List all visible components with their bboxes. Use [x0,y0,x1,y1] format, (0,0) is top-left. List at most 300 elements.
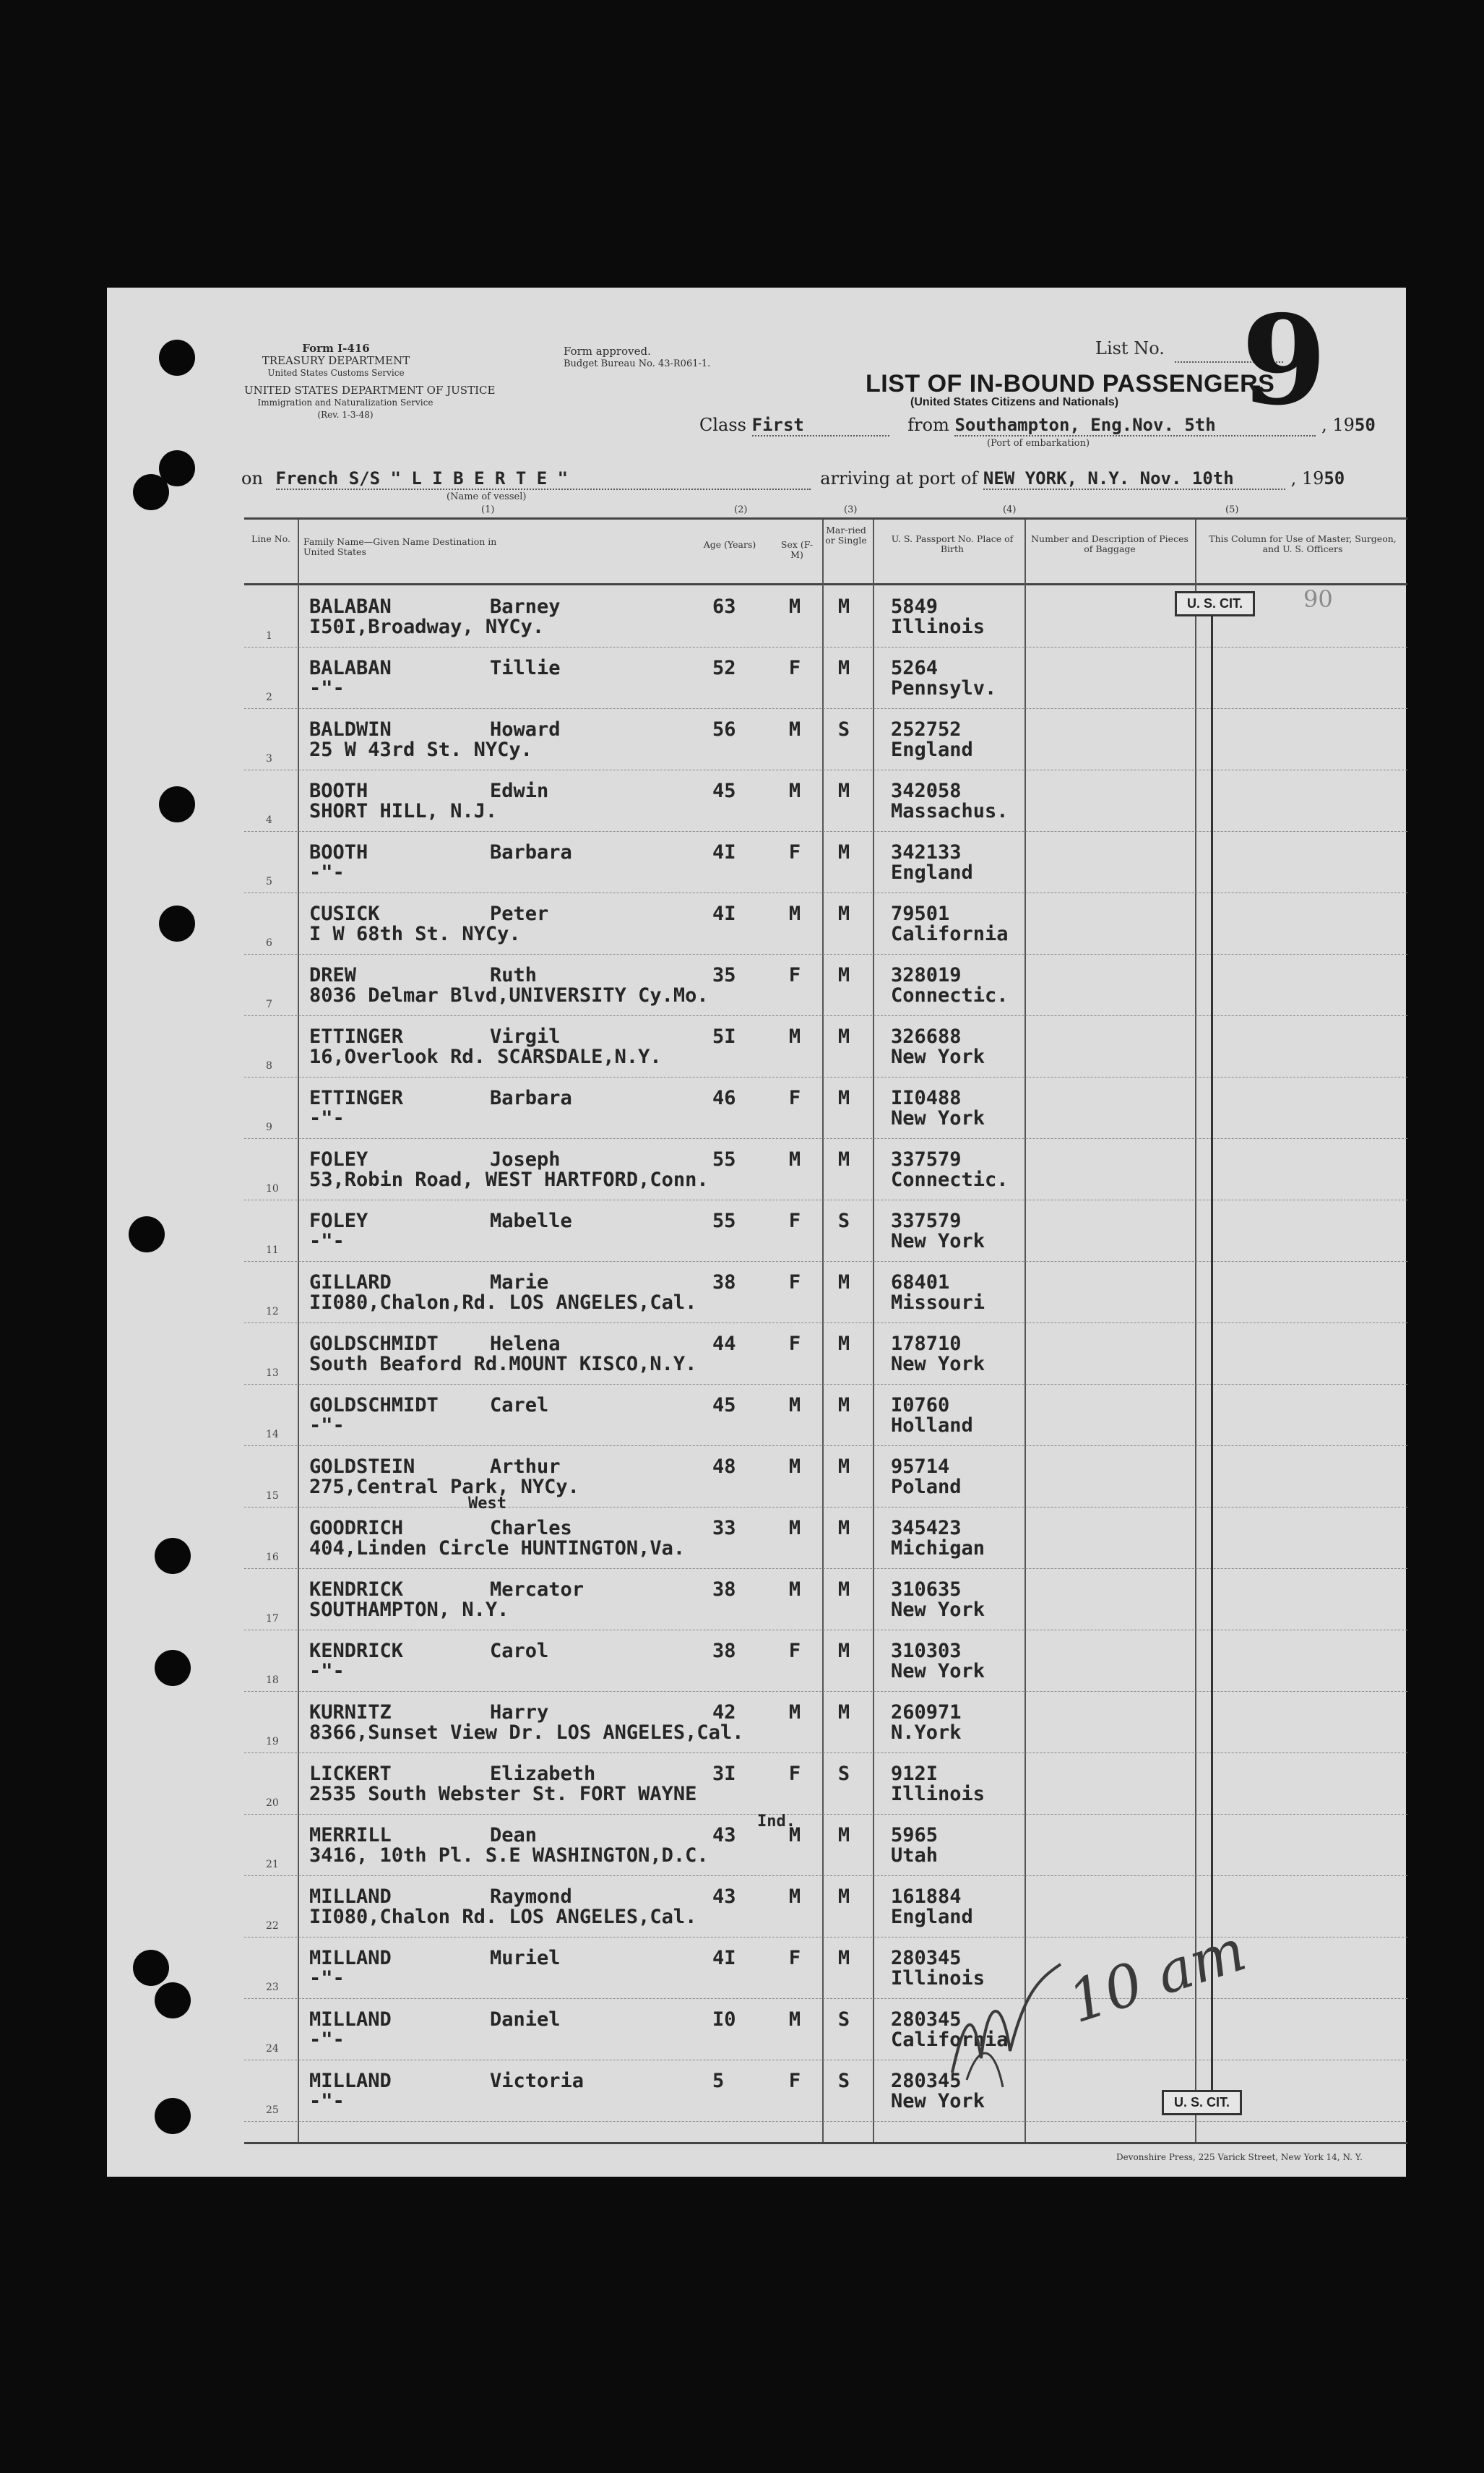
justice-info [244,384,496,421]
form-approved: Form approved. [564,345,651,358]
sex: M [788,1394,801,1416]
destination: 53,Robin Road, WEST HARTFORD,Conn. [309,1169,709,1191]
table-row [244,1630,1407,1692]
col-num-4: (4) [1003,504,1017,515]
passport-number: II0488 [891,1087,962,1109]
sex: M [788,2008,801,2031]
family-name: FOLEY [309,1148,368,1171]
passport-number: 328019 [891,964,962,986]
list-no-label: List No. [1095,338,1165,358]
destination: -"- [309,861,345,884]
sex: M [788,1824,801,1846]
passport-number: 178710 [891,1333,962,1355]
header-sex: Sex (F-M) [780,539,814,560]
given-name: Marie [490,1271,549,1294]
given-name: Muriel [490,1947,561,1969]
age: 43 [712,1885,736,1908]
family-name: GOLDSCHMIDT [309,1394,439,1416]
place-of-birth: Connectic. [891,984,1009,1007]
place-of-birth: N.York [891,1721,962,1744]
destination: -"- [309,1107,345,1130]
punch-hole [133,474,169,510]
table-header [244,520,1407,585]
table-row [244,1998,1407,2060]
us-citizen-stamp: U. S. CIT. [1175,591,1255,616]
family-name: BOOTH [309,780,368,802]
marital-status: M [837,1947,850,1969]
sex: M [788,595,801,618]
sex: F [788,1210,801,1232]
place-of-birth: England [891,739,973,761]
sex: M [788,1455,801,1478]
family-name: ETTINGER [309,1087,404,1109]
family-name: FOLEY [309,1210,368,1232]
age: 42 [712,1701,736,1724]
given-name: Barbara [490,841,572,864]
place-of-birth: Poland [891,1476,962,1498]
family-name: DREW [309,964,357,986]
place-of-birth: New York [891,1046,985,1068]
place-of-birth: New York [891,1599,985,1621]
header-age: Age (Years) [703,539,756,550]
form-info [246,343,426,379]
arriving-label: arriving at port of [820,468,978,489]
age: I0 [712,2008,736,2031]
passport-number: 912I [891,1763,939,1785]
marital-status: M [837,1701,850,1724]
marital-status: M [837,1885,850,1908]
marital-status: M [837,657,850,679]
marital-status: M [837,1824,850,1846]
marital-status: S [837,718,850,741]
table-row [244,831,1407,893]
family-name: GOLDSTEIN [309,1455,415,1478]
header-name: Family Name—Given Name Destination in United States [303,536,497,557]
passport-number: 280345 [891,2008,962,2031]
destination: SOUTHAMPTON, N.Y. [309,1599,509,1621]
destination: I W 68th St. NYCy. [309,923,521,945]
header-line-no: Line No. [251,533,290,544]
table-row [244,1752,1407,1815]
family-name: MILLAND [309,2008,392,2031]
destination: 275,Central Park, NYCy. [309,1476,579,1498]
line-number: 6 [266,937,272,949]
family-name: BOOTH [309,841,368,864]
passport-number: 345423 [891,1517,962,1539]
place-of-birth: Missouri [891,1291,985,1314]
table-row [244,954,1407,1016]
passport-number: 5849 [891,595,939,618]
marital-status: M [837,1394,850,1416]
from-label: from [907,415,949,435]
given-name: Daniel [490,2008,561,2031]
line-number: 14 [266,1429,279,1440]
passenger-table [244,517,1407,2144]
table-row [244,1138,1407,1200]
line-number: 20 [266,1797,279,1809]
sex: F [788,964,801,986]
family-name: LICKERT [309,1763,392,1785]
table-row [244,1507,1407,1569]
destination: 16,Overlook Rd. SCARSDALE,N.Y. [309,1046,662,1068]
given-name: Carol [490,1640,549,1662]
age: 38 [712,1578,736,1601]
destination: 8366,Sunset View Dr. LOS ANGELES,Cal. [309,1721,744,1744]
punch-hole [133,1950,169,1986]
punch-hole [129,1216,165,1252]
given-name: Joseph [490,1148,561,1171]
place-of-birth: California [891,923,1009,945]
place-of-birth: Illinois [891,1783,985,1805]
class-row [699,415,1376,436]
passport-number: 79501 [891,903,950,925]
year-suffix: 50 [1354,415,1376,435]
class-label: Class [699,415,746,435]
family-name: MILLAND [309,1947,392,1969]
age: 44 [712,1333,736,1355]
marital-status: M [837,780,850,802]
customs-service: United States Customs Service [267,368,405,378]
sex: M [788,1885,801,1908]
destination: 404,Linden Circle HUNTINGTON,Va. [309,1537,686,1560]
age: 5 [712,2070,725,2092]
marital-status: M [837,1517,850,1539]
marital-status: M [837,1640,850,1662]
marital-status: M [837,595,850,618]
age: 56 [712,718,736,741]
line-number: 4 [266,814,272,826]
punch-hole [159,340,195,376]
given-name: Virgil [490,1025,561,1048]
family-name: MERRILL [309,1824,392,1846]
family-name: KURNITZ [309,1701,392,1724]
age: 35 [712,964,736,986]
on-label: on [241,468,263,489]
approval-info [564,345,710,370]
passport-number: 337579 [891,1148,962,1171]
passport-number: 260971 [891,1701,962,1724]
table-row [244,1200,1407,1262]
place-of-birth: New York [891,1660,985,1682]
passport-number: 280345 [891,1947,962,1969]
annotation-ind: Ind. [757,1812,795,1831]
header-officers: This Column for Use of Master, Surgeon, and U. S. Officers [1209,533,1397,554]
arrival-port: NEW YORK, N.Y. Nov. 10th [983,468,1285,490]
age: 5I [712,1025,736,1048]
ins-service: Immigration and Naturalization Service [257,397,433,408]
given-name: Carel [490,1394,549,1416]
page-subtitle: (United States Citizens and Nationals) [910,396,1119,408]
line-number: 9 [266,1122,272,1133]
arrival-year-prefix: , 19 [1290,468,1324,489]
destination: -"- [309,2090,345,2112]
place-of-birth: Holland [891,1414,973,1437]
passport-number: 310635 [891,1578,962,1601]
destination: 2535 South Webster St. FORT WAYNE [309,1783,697,1805]
marital-status: M [837,1148,850,1171]
sex: F [788,1333,801,1355]
form-number: Form I-416 [302,342,370,355]
marital-status: S [837,1210,850,1232]
class-value: First [752,415,889,436]
place-of-birth: California [891,2029,1009,2051]
line-number: 3 [266,753,272,765]
passport-number: 342133 [891,841,962,864]
passport-number: 252752 [891,718,962,741]
punch-hole [155,1650,191,1686]
punch-hole [155,1982,191,2018]
family-name: BALABAN [309,657,392,679]
passport-number: 280345 [891,2070,962,2092]
place-of-birth: New York [891,1353,985,1375]
marital-status: S [837,2008,850,2031]
us-citizen-stamp: U. S. CIT. [1162,2090,1242,2115]
line-number: 8 [266,1060,272,1072]
marital-status: M [837,1455,850,1478]
age: 52 [712,657,736,679]
passport-number: 310303 [891,1640,962,1662]
col-num-5: (5) [1225,504,1239,515]
family-name: KENDRICK [309,1578,404,1601]
place-of-birth: Michigan [891,1537,985,1560]
line-number: 21 [266,1859,279,1870]
age: 38 [712,1640,736,1662]
sex: F [788,657,801,679]
passport-number: 326688 [891,1025,962,1048]
place-of-birth: Utah [891,1844,939,1867]
manifest-page [107,288,1406,2177]
family-name: MILLAND [309,2070,392,2092]
sex: F [788,841,801,864]
given-name: Harry [490,1701,549,1724]
place-of-birth: New York [891,1107,985,1130]
marital-status: M [837,1578,850,1601]
age: 63 [712,595,736,618]
rev-date: (Rev. 1-3-48) [317,410,374,420]
given-name: Raymond [490,1885,572,1908]
marital-status: M [837,1333,850,1355]
marital-status: M [837,1087,850,1109]
vessel-name: French S/S " L I B E R T E " [276,468,811,490]
sex: M [788,780,801,802]
citizen-bracket-line [1211,614,1213,2096]
place-of-birth: Illinois [891,616,985,638]
place-of-birth: New York [891,1230,985,1252]
place-of-birth: Pennsylv. [891,677,997,700]
destination: -"- [309,1967,345,1990]
table-row [244,647,1407,709]
line-number: 1 [266,630,272,642]
sex: M [788,1025,801,1048]
given-name: Victoria [490,2070,584,2092]
given-name: Dean [490,1824,538,1846]
passport-number: 68401 [891,1271,950,1294]
marital-status: M [837,841,850,864]
given-name: Charles [490,1517,572,1539]
col-num-2: (2) [734,504,748,515]
marital-status: M [837,1025,850,1048]
table-row [244,1015,1407,1078]
given-name: Tillie [490,657,561,679]
age: 45 [712,780,736,802]
list-number: 9 [1241,288,1327,433]
printer-footer: Devonshire Press, 225 Varick Street, New York 14, N. Y. [1116,2152,1363,2162]
annotation-west: West [468,1494,506,1513]
line-number: 18 [266,1674,279,1686]
place-of-birth: Illinois [891,1967,985,1990]
sex: M [788,903,801,925]
age: 4I [712,903,736,925]
year-prefix: , 19 [1321,415,1355,435]
age: 55 [712,1210,736,1232]
treasury-dept: TREASURY DEPARTMENT [262,354,410,367]
passport-number: 161884 [891,1885,962,1908]
page-title: LIST OF IN-BOUND PASSENGERS [866,370,1275,397]
punch-hole [159,906,195,942]
punch-hole [155,2098,191,2134]
table-row [244,1568,1407,1630]
line-number: 7 [266,999,272,1010]
age: 33 [712,1517,736,1539]
handwritten-note: 10 am [1060,1916,1254,2037]
pencil-number: 90 [1303,585,1333,613]
marital-status: S [837,2070,850,2092]
line-number: 15 [266,1490,279,1502]
table-row [244,1691,1407,1753]
line-number: 25 [266,2104,279,2116]
family-name: GOLDSCHMIDT [309,1333,439,1355]
from-value: Southampton, Eng.Nov. 5th [954,415,1316,436]
header-passport: U. S. Passport No. Place of Birth [891,533,1014,554]
destination: -"- [309,2029,345,2051]
line-number: 2 [266,692,272,703]
given-name: Ruth [490,964,538,986]
marital-status: M [837,964,850,986]
sex: F [788,1947,801,1969]
port-embark-caption: (Port of embarkation) [987,438,1090,449]
passport-number: I0760 [891,1394,950,1416]
col-num-3: (3) [844,504,858,515]
line-number: 17 [266,1613,279,1625]
age: 46 [712,1087,736,1109]
destination: I50I,Broadway, NYCy. [309,616,545,638]
place-of-birth: England [891,1906,973,1928]
line-number: 13 [266,1367,279,1379]
family-name: BALDWIN [309,718,392,741]
line-number: 24 [266,2043,279,2055]
justice-dept: UNITED STATES DEPARTMENT OF JUSTICE [244,384,496,397]
arrival-year-suffix: 50 [1324,468,1345,489]
given-name: Edwin [490,780,549,802]
given-name: Peter [490,903,549,925]
header-married: Mar-ried or Single [825,525,867,546]
destination: -"- [309,1660,345,1682]
marital-status: S [837,1763,850,1785]
sex: M [788,1578,801,1601]
sex: F [788,1087,801,1109]
destination: 8036 Delmar Blvd,UNIVERSITY Cy.Mo. [309,984,709,1007]
punch-hole [159,786,195,822]
table-row [244,770,1407,832]
given-name: Howard [490,718,561,741]
line-number: 23 [266,1982,279,1993]
table-row [244,708,1407,770]
age: 43 [712,1824,736,1846]
destination: -"- [309,1414,345,1437]
line-number: 16 [266,1552,279,1563]
sex: M [788,718,801,741]
destination: SHORT HILL, N.J. [309,800,498,822]
age: 3I [712,1763,736,1785]
place-of-birth: England [891,861,973,884]
line-number: 11 [266,1244,279,1256]
age: 38 [712,1271,736,1294]
given-name: Helena [490,1333,561,1355]
table-row [244,1445,1407,1508]
marital-status: M [837,903,850,925]
punch-hole [155,1538,191,1574]
given-name: Mercator [490,1578,584,1601]
passport-number: 337579 [891,1210,962,1232]
table-row [244,1814,1407,1876]
table-row [244,1384,1407,1446]
family-name: KENDRICK [309,1640,404,1662]
place-of-birth: New York [891,2090,985,2112]
family-name: CUSICK [309,903,380,925]
vessel-row [241,468,1345,490]
age: 45 [712,1394,736,1416]
age: 48 [712,1455,736,1478]
family-name: GILLARD [309,1271,392,1294]
col-num-1: (1) [481,504,495,515]
age: 4I [712,1947,736,1969]
sex: F [788,1271,801,1294]
line-number: 5 [266,876,272,887]
line-number: 12 [266,1306,279,1317]
given-name: Arthur [490,1455,561,1478]
destination: -"- [309,1230,345,1252]
family-name: MILLAND [309,1885,392,1908]
family-name: ETTINGER [309,1025,404,1048]
passport-number: 5264 [891,657,939,679]
family-name: BALABAN [309,595,392,618]
destination: South Beaford Rd.MOUNT KISCO,N.Y. [309,1353,697,1375]
sex: F [788,1640,801,1662]
given-name: Elizabeth [490,1763,596,1785]
given-name: Barbara [490,1087,572,1109]
sex: M [788,1517,801,1539]
age: 4I [712,841,736,864]
line-number: 22 [266,1920,279,1932]
sex: M [788,1148,801,1171]
destination: 3416, 10th Pl. S.E WASHINGTON,D.C. [309,1844,709,1867]
given-name: Mabelle [490,1210,572,1232]
marital-status: M [837,1271,850,1294]
passport-number: 342058 [891,780,962,802]
destination: II080,Chalon,Rd. LOS ANGELES,Cal. [309,1291,697,1314]
handwritten-signature [938,1950,1082,2098]
line-number: 19 [266,1736,279,1747]
table-row [244,893,1407,955]
table-row [244,1261,1407,1323]
passport-number: 95714 [891,1455,950,1478]
sex: F [788,1763,801,1785]
given-name: Barney [490,595,561,618]
sex: M [788,1701,801,1724]
table-row [244,1077,1407,1139]
family-name: GOODRICH [309,1517,404,1539]
age: 55 [712,1148,736,1171]
